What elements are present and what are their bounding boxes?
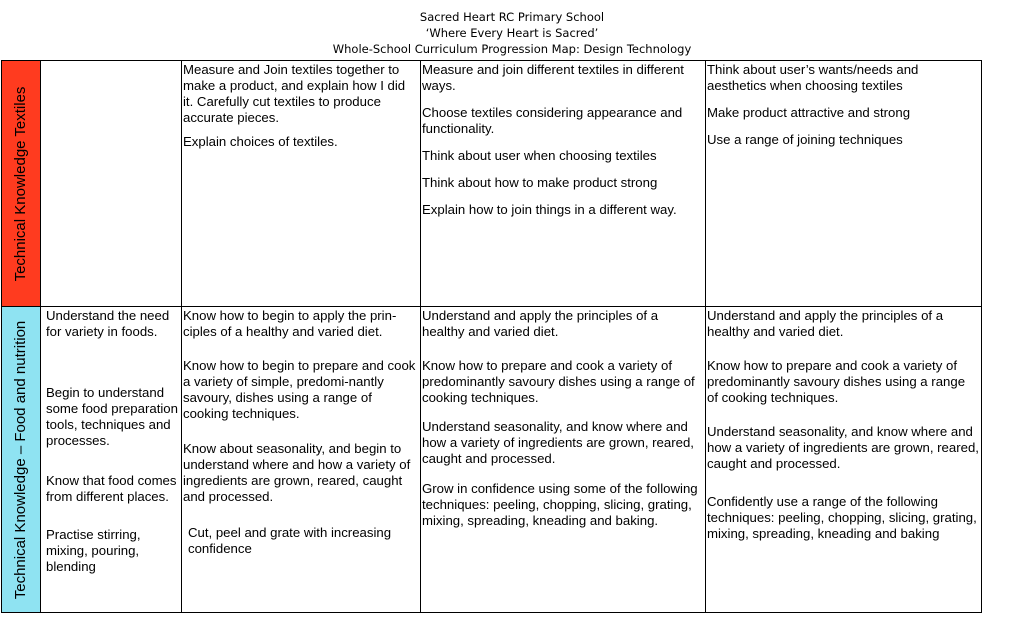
food-cell-2 bbox=[182, 307, 421, 613]
cell-paragraph: Explain how to join things in a different way. bbox=[422, 202, 677, 217]
food-cell-1 bbox=[41, 307, 182, 613]
cell-paragraph: Practise stirring, mixing, pouring, blending bbox=[46, 527, 141, 574]
cell-paragraph: Think about user’s wants/needs and aesthetics when choosing textiles bbox=[707, 62, 919, 93]
school-name: Sacred Heart RC Primary School bbox=[419, 10, 605, 24]
textiles-cell-4 bbox=[706, 61, 982, 307]
cell-paragraph: Understand the need for variety in foods. bbox=[46, 308, 170, 339]
cell-paragraph: Know that food comes from different places. bbox=[46, 473, 177, 504]
cell-paragraph: Use a range of joining techniques bbox=[707, 132, 903, 147]
cell-paragraph: Grow in confidence using some of the following techniques: peeling, chopping, slicing, grating, mixing, spreading, kneading and baking. bbox=[422, 481, 698, 528]
row-label-text: Technical Knowledge – Food and nutrition bbox=[12, 320, 29, 599]
cell-paragraph: Understand seasonality, and know where and how a variety of ingredients are grown, reared, caught and processed. bbox=[422, 419, 694, 466]
school-motto: ‘Where Every Heart is Sacred’ bbox=[425, 26, 599, 40]
cell-paragraph: Know how to prepare and cook a variety of predominantly savoury dishes using a range of cooking techniques. bbox=[707, 358, 966, 405]
food-cell-4 bbox=[706, 307, 982, 613]
cell-paragraph: Measure and join different textiles in different ways. bbox=[422, 62, 684, 93]
textiles-cell-3 bbox=[421, 61, 706, 307]
cell-paragraph: Think about user when choosing textiles bbox=[422, 148, 657, 163]
cell-paragraph: Understand and apply the principles of a healthy and varied diet. bbox=[422, 308, 659, 339]
progression-table bbox=[1, 60, 982, 613]
cell-paragraph: Understand and apply the principles of a healthy and varied diet. bbox=[707, 308, 944, 339]
document-title: Whole-School Curriculum Progression Map: Design Technology bbox=[332, 42, 692, 56]
cell-paragraph: Cut, peel and grate with increasing confidence bbox=[188, 525, 392, 556]
cell-paragraph: Make product attractive and strong bbox=[707, 105, 911, 120]
cell-paragraph: Explain choices of textiles. bbox=[183, 134, 338, 149]
cell-paragraph: Confidently use a range of the following techniques: peeling, chopping, slicing, grating, mixing, spreading, kneading and baking bbox=[707, 494, 977, 541]
cell-paragraph: Think about how to make product strong bbox=[422, 175, 658, 190]
textiles-cell-2 bbox=[182, 61, 421, 307]
cell-paragraph: Choose textiles considering appearance and functionality. bbox=[422, 105, 683, 136]
table-row-textiles bbox=[2, 61, 982, 307]
cell-paragraph: Know how to prepare and cook a variety of predominantly savoury dishes using a range of cooking techniques. bbox=[422, 358, 695, 405]
cell-paragraph: Measure and Join textiles together to make a product, and explain how I did it. Carefully cut textiles to produce accurate pieces. bbox=[183, 62, 406, 125]
cell-paragraph: Know how to begin to prepare and cook a variety of simple, predomi-nantly savoury, dishes using a range of cooking techniques. bbox=[183, 358, 416, 421]
food-cell-3 bbox=[421, 307, 706, 613]
document-header bbox=[0, 9, 1024, 57]
cell-paragraph: Understand seasonality, and know where and how a variety of ingredients are grown, reared, caught and processed. bbox=[707, 424, 979, 471]
cell-paragraph: Know how to begin to apply the prin-ciples of a healthy and varied diet. bbox=[183, 308, 397, 339]
row-label-textiles bbox=[2, 61, 41, 307]
row-label-text: Technical Knowledge Textiles bbox=[12, 86, 29, 281]
row-label-food bbox=[2, 307, 41, 613]
table-row-food bbox=[2, 307, 982, 613]
cell-paragraph: Begin to understand some food preparation tools, techniques and processes. bbox=[46, 385, 178, 448]
textiles-cell-1 bbox=[41, 61, 182, 307]
cell-paragraph: Know about seasonality, and begin to understand where and how a variety of ingredients are grown, reared, caught and processed. bbox=[183, 441, 411, 504]
